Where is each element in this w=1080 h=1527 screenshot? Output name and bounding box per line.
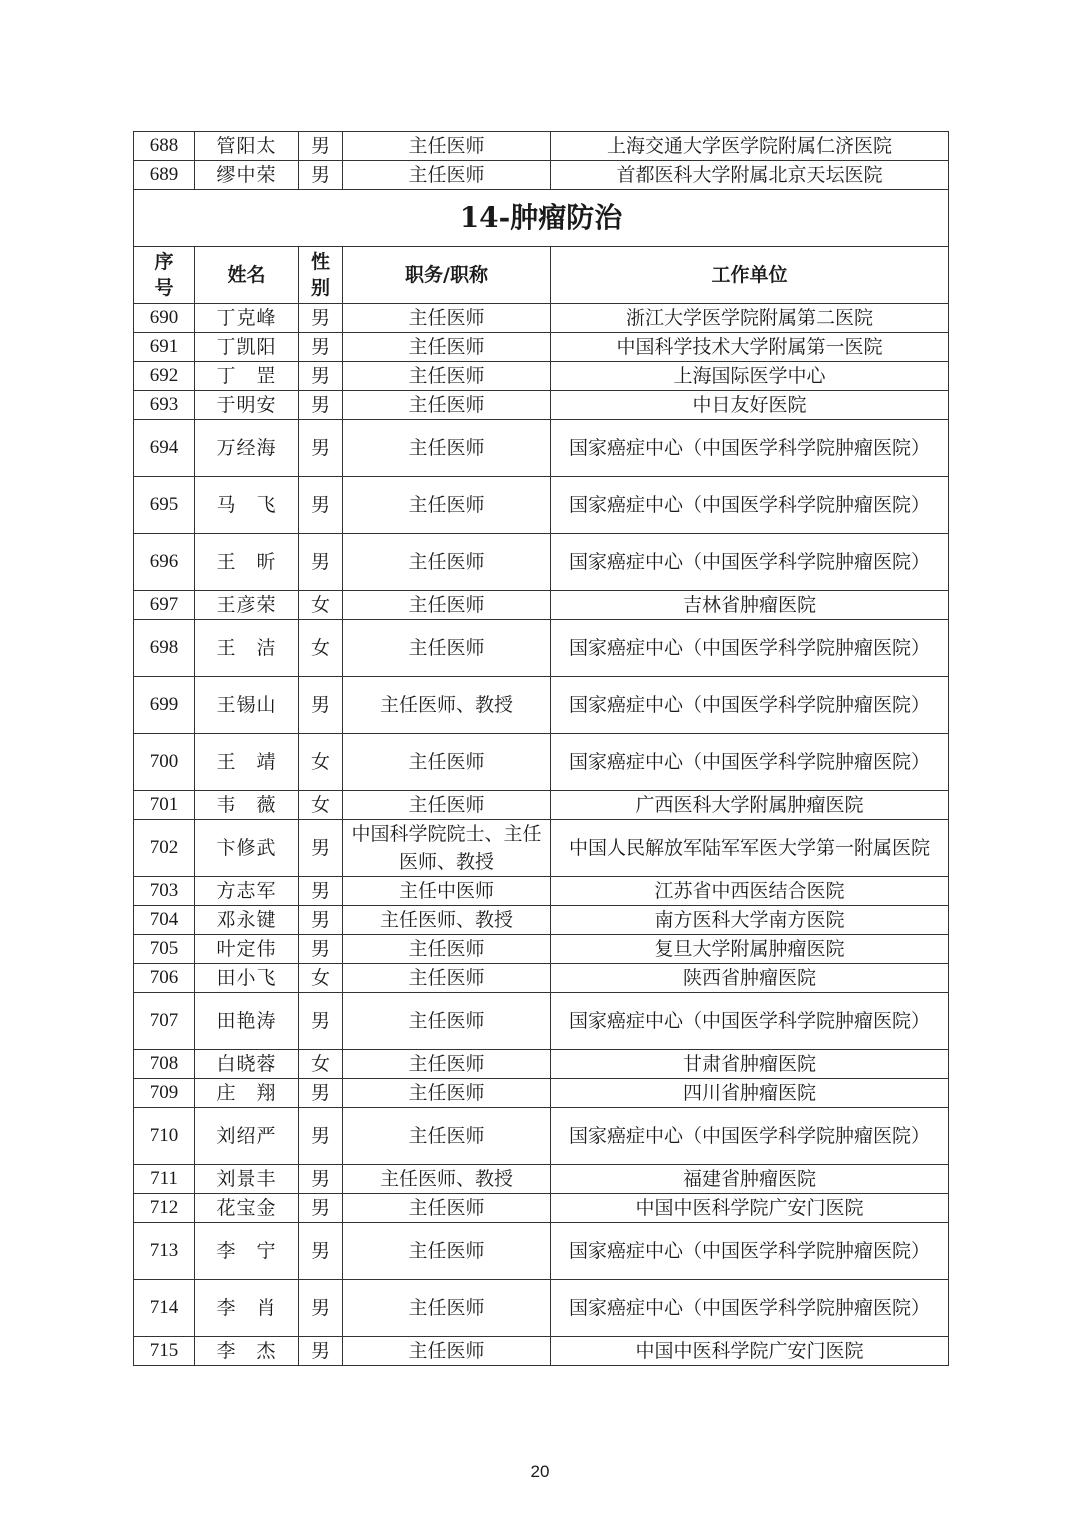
cell-name: 于明安 — [195, 391, 299, 420]
cell-unit: 国家癌症中心（中国医学科学院肿瘤医院） — [551, 534, 949, 591]
cell-sex: 男 — [299, 820, 343, 877]
table-row — [134, 935, 949, 964]
cell-name: 刘景丰 — [195, 1165, 299, 1194]
cell-no: 694 — [134, 420, 195, 477]
cell-no: 688 — [134, 132, 195, 161]
table-row — [134, 534, 949, 591]
table-row — [134, 620, 949, 677]
cell-name: 缪中荣 — [195, 161, 299, 190]
cell-sex: 女 — [299, 1050, 343, 1079]
cell-name: 方志军 — [195, 877, 299, 906]
cell-no: 704 — [134, 906, 195, 935]
cell-name: 王 洁 — [195, 620, 299, 677]
cell-title: 主任医师 — [343, 477, 551, 534]
cell-title: 主任医师、教授 — [343, 1165, 551, 1194]
cell-unit: 国家癌症中心（中国医学科学院肿瘤医院） — [551, 420, 949, 477]
cell-unit: 中日友好医院 — [551, 391, 949, 420]
cell-name: 丁克峰 — [195, 304, 299, 333]
cell-title: 主任医师 — [343, 1223, 551, 1280]
table-row — [134, 1079, 949, 1108]
cell-unit: 中国科学技术大学附属第一医院 — [551, 333, 949, 362]
cell-sex: 女 — [299, 620, 343, 677]
cell-title: 中国科学院院士、主任医师、教授 — [343, 820, 551, 877]
table-row — [134, 304, 949, 333]
table-row — [134, 906, 949, 935]
table-row — [134, 877, 949, 906]
cell-no: 693 — [134, 391, 195, 420]
cell-unit: 陕西省肿瘤医院 — [551, 964, 949, 993]
cell-sex: 男 — [299, 1165, 343, 1194]
cell-no: 713 — [134, 1223, 195, 1280]
continuation-rows — [134, 132, 949, 190]
cell-sex: 男 — [299, 1280, 343, 1337]
table-row — [134, 333, 949, 362]
cell-no: 702 — [134, 820, 195, 877]
cell-no: 691 — [134, 333, 195, 362]
table-row — [134, 1223, 949, 1280]
cell-no: 692 — [134, 362, 195, 391]
table-row — [134, 734, 949, 791]
cell-title: 主任医师 — [343, 964, 551, 993]
cell-sex: 男 — [299, 161, 343, 190]
page-number: 20 — [530, 1462, 550, 1481]
cell-title: 主任医师 — [343, 591, 551, 620]
cell-no: 715 — [134, 1337, 195, 1366]
cell-unit: 四川省肿瘤医院 — [551, 1079, 949, 1108]
table-row — [134, 161, 949, 190]
cell-title: 主任医师 — [343, 333, 551, 362]
table-row — [134, 1280, 949, 1337]
cell-unit: 国家癌症中心（中国医学科学院肿瘤医院） — [551, 677, 949, 734]
cell-no: 708 — [134, 1050, 195, 1079]
section-title: 14-肿瘤防治 — [134, 190, 949, 247]
cell-no: 709 — [134, 1079, 195, 1108]
cell-name: 花宝金 — [195, 1194, 299, 1223]
cell-sex: 男 — [299, 1108, 343, 1165]
cell-sex: 男 — [299, 333, 343, 362]
cell-name: 叶定伟 — [195, 935, 299, 964]
cell-sex: 女 — [299, 964, 343, 993]
cell-title: 主任医师 — [343, 620, 551, 677]
cell-title: 主任医师 — [343, 304, 551, 333]
cell-title: 主任医师 — [343, 791, 551, 820]
cell-unit: 复旦大学附属肿瘤医院 — [551, 935, 949, 964]
cell-sex: 男 — [299, 132, 343, 161]
cell-title: 主任医师 — [343, 161, 551, 190]
header-title: 职务/职称 — [343, 247, 551, 304]
cell-title: 主任医师 — [343, 935, 551, 964]
table-row — [134, 477, 949, 534]
cell-unit: 南方医科大学南方医院 — [551, 906, 949, 935]
table-row — [134, 591, 949, 620]
cell-unit: 上海交通大学医学院附属仁济医院 — [551, 132, 949, 161]
cell-unit: 中国中医科学院广安门医院 — [551, 1194, 949, 1223]
cell-no: 706 — [134, 964, 195, 993]
cell-name: 万经海 — [195, 420, 299, 477]
cell-unit: 中国中医科学院广安门医院 — [551, 1337, 949, 1366]
table-row — [134, 362, 949, 391]
cell-unit: 首都医科大学附属北京天坛医院 — [551, 161, 949, 190]
cell-title: 主任医师 — [343, 1337, 551, 1366]
cell-title: 主任医师 — [343, 1194, 551, 1223]
cell-unit: 江苏省中西医结合医院 — [551, 877, 949, 906]
table-row — [134, 132, 949, 161]
cell-no: 695 — [134, 477, 195, 534]
cell-name: 王 昕 — [195, 534, 299, 591]
cell-sex: 男 — [299, 993, 343, 1050]
table-row — [134, 1108, 949, 1165]
table-row — [134, 1194, 949, 1223]
table-row — [134, 677, 949, 734]
cell-no: 697 — [134, 591, 195, 620]
header-name: 姓名 — [195, 247, 299, 304]
cell-no: 707 — [134, 993, 195, 1050]
header-unit: 工作单位 — [551, 247, 949, 304]
cell-sex: 男 — [299, 935, 343, 964]
cell-name: 刘绍严 — [195, 1108, 299, 1165]
cell-name: 田艳涛 — [195, 993, 299, 1050]
header-sex: 性别 — [299, 247, 343, 304]
cell-title: 主任医师 — [343, 420, 551, 477]
expert-roster-table — [133, 131, 949, 1366]
cell-unit: 国家癌症中心（中国医学科学院肿瘤医院） — [551, 477, 949, 534]
column-header-row — [134, 247, 949, 304]
table-row — [134, 1165, 949, 1194]
cell-title: 主任医师 — [343, 734, 551, 791]
cell-sex: 男 — [299, 1337, 343, 1366]
cell-name: 李 宁 — [195, 1223, 299, 1280]
cell-unit: 国家癌症中心（中国医学科学院肿瘤医院） — [551, 1108, 949, 1165]
cell-name: 丁 罡 — [195, 362, 299, 391]
cell-no: 705 — [134, 935, 195, 964]
cell-title: 主任医师 — [343, 1280, 551, 1337]
cell-sex: 男 — [299, 304, 343, 333]
cell-sex: 女 — [299, 734, 343, 791]
cell-sex: 男 — [299, 362, 343, 391]
table-row — [134, 1050, 949, 1079]
cell-no: 698 — [134, 620, 195, 677]
cell-unit: 国家癌症中心（中国医学科学院肿瘤医院） — [551, 1280, 949, 1337]
cell-name: 韦 薇 — [195, 791, 299, 820]
cell-no: 712 — [134, 1194, 195, 1223]
cell-no: 701 — [134, 791, 195, 820]
cell-sex: 女 — [299, 591, 343, 620]
cell-no: 690 — [134, 304, 195, 333]
section-title-row — [134, 190, 949, 247]
cell-title: 主任医师 — [343, 132, 551, 161]
cell-sex: 男 — [299, 1079, 343, 1108]
table-row — [134, 820, 949, 877]
cell-name: 卞修武 — [195, 820, 299, 877]
cell-unit: 上海国际医学中心 — [551, 362, 949, 391]
cell-no: 711 — [134, 1165, 195, 1194]
cell-sex: 男 — [299, 877, 343, 906]
cell-title: 主任医师 — [343, 534, 551, 591]
section-heading — [134, 190, 949, 304]
cell-no: 714 — [134, 1280, 195, 1337]
cell-no: 696 — [134, 534, 195, 591]
table-row — [134, 964, 949, 993]
cell-unit: 广西医科大学附属肿瘤医院 — [551, 791, 949, 820]
cell-title: 主任医师、教授 — [343, 677, 551, 734]
cell-name: 丁凯阳 — [195, 333, 299, 362]
cell-sex: 男 — [299, 391, 343, 420]
cell-sex: 男 — [299, 1194, 343, 1223]
table-row — [134, 420, 949, 477]
cell-name: 庄 翔 — [195, 1079, 299, 1108]
cell-unit: 甘肃省肿瘤医院 — [551, 1050, 949, 1079]
cell-unit: 浙江大学医学院附属第二医院 — [551, 304, 949, 333]
cell-unit: 国家癌症中心（中国医学科学院肿瘤医院） — [551, 993, 949, 1050]
data-rows — [134, 304, 949, 1366]
cell-title: 主任医师 — [343, 1050, 551, 1079]
table-row — [134, 791, 949, 820]
cell-unit: 国家癌症中心（中国医学科学院肿瘤医院） — [551, 734, 949, 791]
cell-name: 王 靖 — [195, 734, 299, 791]
cell-title: 主任医师 — [343, 1079, 551, 1108]
cell-unit: 福建省肿瘤医院 — [551, 1165, 949, 1194]
table-row — [134, 1337, 949, 1366]
cell-unit: 吉林省肿瘤医院 — [551, 591, 949, 620]
cell-unit: 国家癌症中心（中国医学科学院肿瘤医院） — [551, 620, 949, 677]
cell-sex: 男 — [299, 420, 343, 477]
cell-unit: 国家癌症中心（中国医学科学院肿瘤医院） — [551, 1223, 949, 1280]
cell-name: 邓永键 — [195, 906, 299, 935]
cell-title: 主任中医师 — [343, 877, 551, 906]
cell-name: 管阳太 — [195, 132, 299, 161]
cell-sex: 男 — [299, 477, 343, 534]
cell-title: 主任医师、教授 — [343, 906, 551, 935]
cell-sex: 女 — [299, 791, 343, 820]
cell-sex: 男 — [299, 534, 343, 591]
cell-no: 699 — [134, 677, 195, 734]
cell-title: 主任医师 — [343, 362, 551, 391]
header-no: 序号 — [134, 247, 195, 304]
cell-sex: 男 — [299, 677, 343, 734]
cell-title: 主任医师 — [343, 391, 551, 420]
cell-name: 王彦荣 — [195, 591, 299, 620]
cell-name: 李 杰 — [195, 1337, 299, 1366]
cell-title: 主任医师 — [343, 1108, 551, 1165]
cell-no: 700 — [134, 734, 195, 791]
cell-no: 689 — [134, 161, 195, 190]
cell-name: 王锡山 — [195, 677, 299, 734]
cell-name: 田小飞 — [195, 964, 299, 993]
cell-name: 白晓蓉 — [195, 1050, 299, 1079]
cell-sex: 男 — [299, 906, 343, 935]
table-row — [134, 993, 949, 1050]
cell-unit: 中国人民解放军陆军军医大学第一附属医院 — [551, 820, 949, 877]
cell-name: 马 飞 — [195, 477, 299, 534]
cell-name: 李 肖 — [195, 1280, 299, 1337]
cell-no: 710 — [134, 1108, 195, 1165]
cell-title: 主任医师 — [343, 993, 551, 1050]
table-row — [134, 391, 949, 420]
cell-sex: 男 — [299, 1223, 343, 1280]
cell-no: 703 — [134, 877, 195, 906]
